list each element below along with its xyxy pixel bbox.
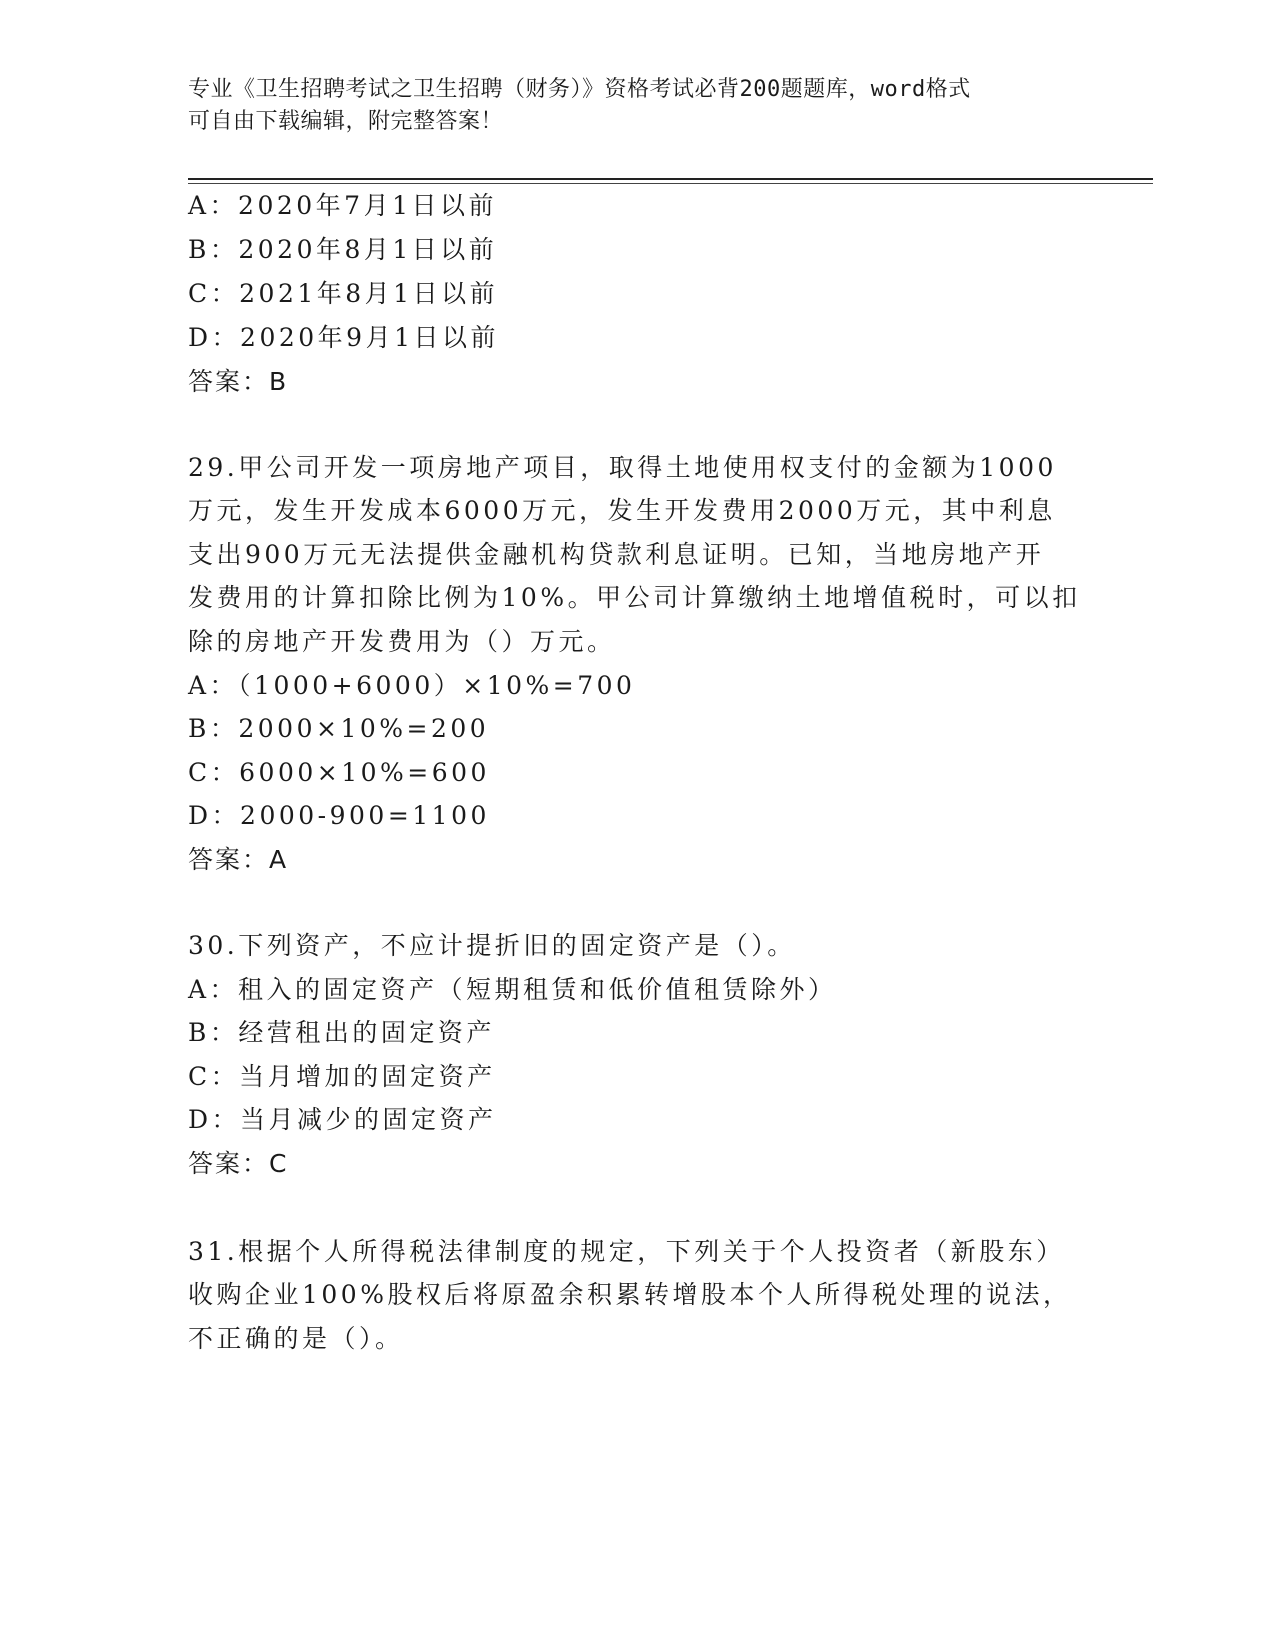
header-title-line-1: 专业《卫生招聘考试之卫生招聘（财务）》资格考试必背200题题库，word格式 (188, 77, 971, 102)
q30-answer: 答案：C (188, 1149, 289, 1178)
q29-option-d: D：2000-900=1100 (188, 801, 490, 830)
q30-option-a: A：租入的固定资产（短期租赁和低价值租赁除外） (188, 975, 837, 1004)
q29-option-a: A：（1000+6000）×10%=700 (188, 671, 636, 700)
page-header (188, 74, 1088, 138)
header-divider-thick (188, 178, 1153, 180)
q29-stem-line-3: 支出900万元无法提供金融机构贷款利息证明。已知，当地房地产开 (188, 540, 1045, 569)
q29-stem-line-1: 29.甲公司开发一项房地产项目，取得土地使用权支付的金额为1000 (188, 453, 1057, 482)
q28-answer: 答案：B (188, 367, 289, 396)
q30-option-d: D：当月减少的固定资产 (188, 1105, 497, 1134)
q31-stem-line-2: 收购企业100%股权后将原盈余积累转增股本个人所得税处理的说法， (188, 1280, 1072, 1309)
q28-option-b: B：2020年8月1日以前 (188, 235, 498, 264)
q28-option-d: D：2020年9月1日以前 (188, 323, 499, 352)
q30-stem-line-1: 30.下列资产，不应计提折旧的固定资产是（）。 (188, 931, 796, 960)
q29-option-c: C：6000×10%=600 (188, 758, 490, 787)
q31-stem-line-1: 31.根据个人所得税法律制度的规定，下列关于个人投资者（新股东） (188, 1237, 1065, 1266)
q31-stem-line-3: 不正确的是（）。 (188, 1324, 404, 1353)
q28-option-a: A：2020年7月1日以前 (188, 191, 497, 220)
header-title-line-2: 可自由下载编辑，附完整答案！ (188, 109, 504, 134)
header-divider-thin (188, 183, 1153, 184)
q29-answer: 答案：A (188, 845, 289, 874)
q29-stem-line-2: 万元，发生开发成本6000万元，发生开发费用2000万元，其中利息 (188, 496, 1056, 525)
q29-stem-line-4: 发费用的计算扣除比例为10%。甲公司计算缴纳土地增值税时，可以扣 (188, 583, 1081, 612)
q29-stem-line-5: 除的房地产开发费用为（）万元。 (188, 627, 616, 656)
q28-option-c: C：2021年8月1日以前 (188, 279, 499, 308)
q30-option-c: C：当月增加的固定资产 (188, 1062, 496, 1091)
q30-option-b: B：经营租出的固定资产 (188, 1018, 495, 1047)
q29-option-b: B：2000×10%=200 (188, 714, 490, 743)
